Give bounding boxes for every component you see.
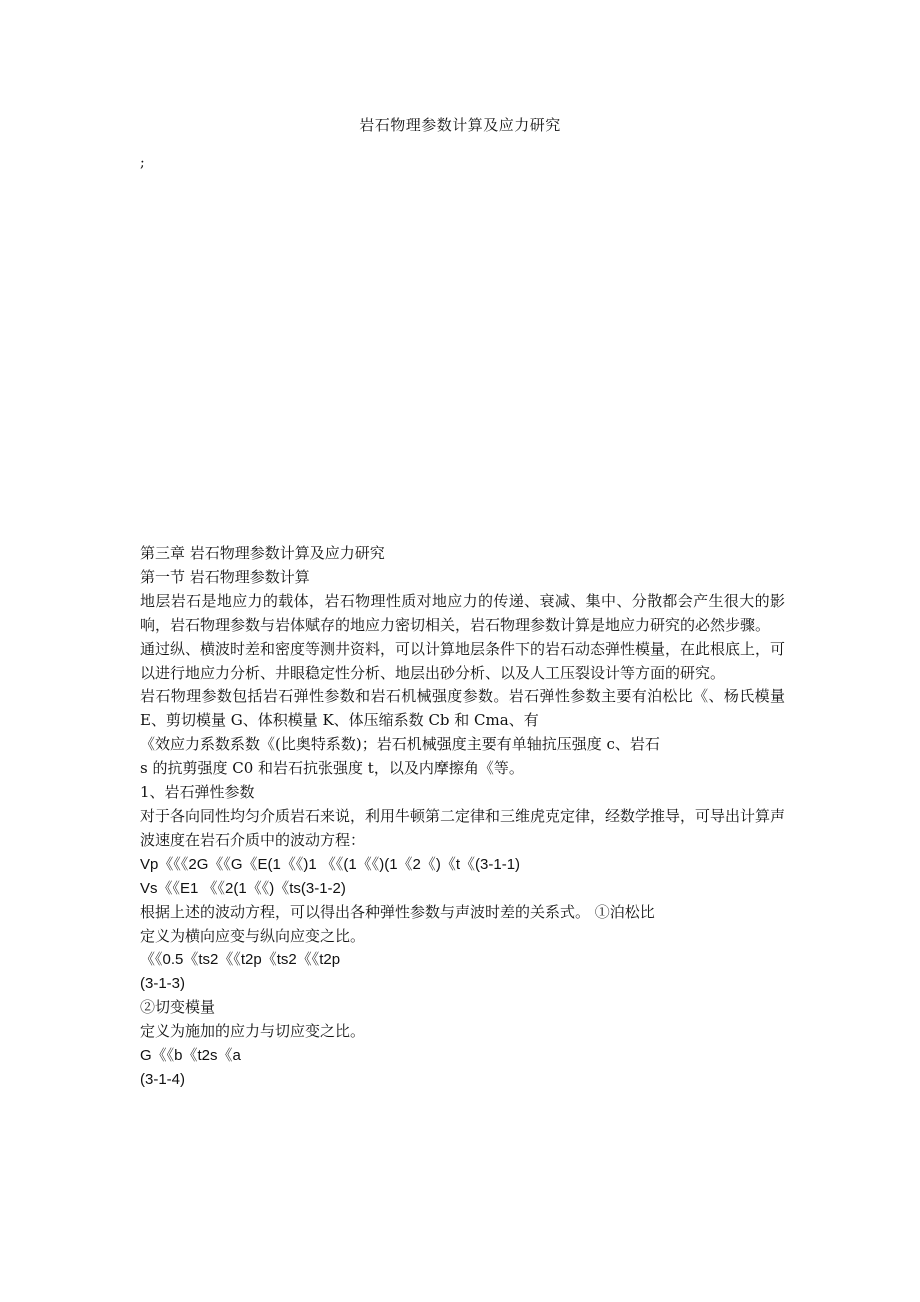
paragraph: 对于各向同性均匀介质岩石来说，利用牛顿第二定律和三维虎克定律，经数学推导，可导出计算声波速度在岩石介质中的波动方程： — [140, 806, 786, 849]
paragraph: 地层岩石是地应力的载体，岩石物理性质对地应力的传递、衰减、集中、分散都会产生很大的影响，岩石物理参数与岩体赋存的地应力密切相关，岩石物理参数计算是地应力研究的必然步骤。 — [140, 591, 785, 634]
equation: Vp《《《2G《《G《E(1《《)1 《《(1《《)(1《2《)《t《(3-1-1) — [140, 855, 521, 873]
item-heading: ②切变模量 — [140, 998, 216, 1017]
paragraph-line: 根据上述的波动方程，可以得出各种弹性参数与声波时差的关系式。 ①泊松比 — [140, 902, 655, 921]
paragraph: 通过纵、横波时差和密度等测井资料，可以计算地层条件下的岩石动态弹性模量，在此根底上，可以进行地应力分析、井眼稳定性分析、地层出砂分析、以及人工压裂设计等方面的研究。 — [140, 639, 786, 682]
definition-line: 定义为横向应变与纵向应变之比。 — [140, 926, 366, 945]
equation-number: (3-1-4) — [140, 1070, 186, 1088]
document-title: 岩石物理参数计算及应力研究 — [359, 116, 561, 134]
equation: G《《b《t2s《a — [140, 1047, 241, 1065]
paragraph: 岩石物理参数包括岩石弹性参数和岩石机械强度参数。岩石弹性参数主要有泊松比《、杨氏模量 E、剪切模量 G、体积模量 K、体压缩系数 Cb 和 Cma、有 — [140, 687, 785, 730]
definition-line: 定义为施加的应力与切应变之比。 — [140, 1022, 366, 1041]
subsection-heading: 1、岩石弹性参数 — [140, 783, 255, 802]
document-body — [140, 542, 785, 1092]
paragraph-line: s 的抗剪强度 C0 和岩石抗张强度 t，以及内摩擦角《等。 — [140, 759, 524, 778]
stray-mark: ; — [140, 155, 145, 171]
equation-number: (3-1-3) — [140, 975, 186, 993]
paragraph-line: 《效应力系数系数《(比奥特系数)；岩石机械强度主要有单轴抗压强度 c、岩石 — [140, 735, 660, 754]
chapter-heading: 第三章 岩石物理参数计算及应力研究 — [140, 544, 385, 562]
equation: Vs《《E1 《《2(1《《)《ts(3-1-2) — [140, 879, 346, 897]
section-heading: 第一节 岩石物理参数计算 — [140, 567, 310, 586]
equation: 《《0.5《ts2《《t2p《ts2《《t2p — [140, 951, 341, 969]
